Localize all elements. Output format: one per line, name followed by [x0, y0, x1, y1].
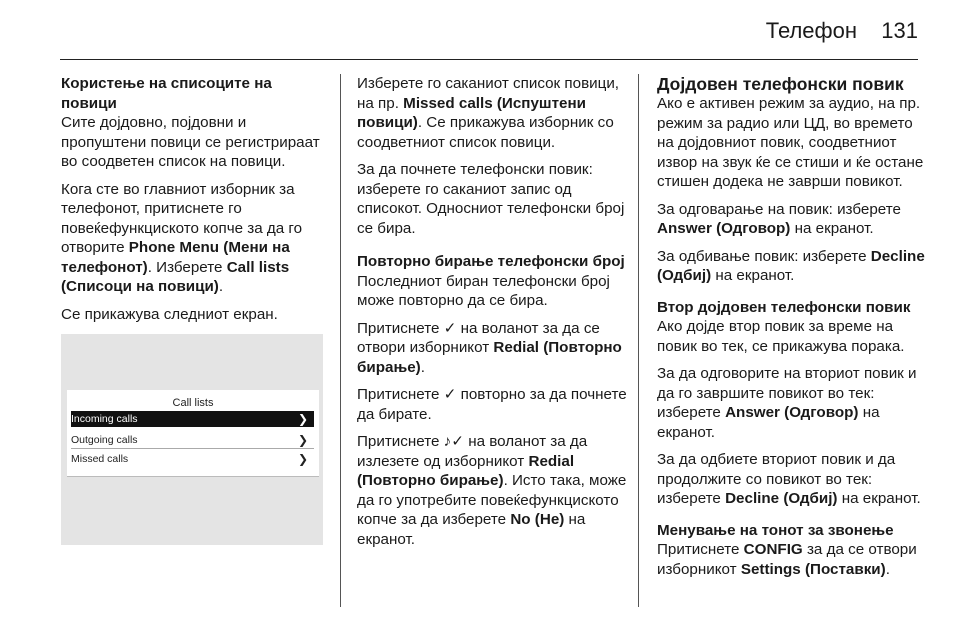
menu-term: Answer (Одговор): [725, 404, 859, 421]
text: . Исто така, може да го употребите повеќефункциското копче за да изберете: [357, 472, 627, 528]
text: За да одговорите на вториот повик и да го завршите повикот во тек: изберете: [657, 365, 917, 421]
paragraph: Последниот биран телефонски број може повторно да се бира.: [357, 272, 610, 309]
phone-icon: ✓: [443, 386, 457, 403]
paragraph: [657, 450, 927, 509]
list-item-outgoing-calls: [71, 432, 314, 449]
paragraph: [357, 74, 635, 152]
paragraph: [657, 364, 927, 442]
list-item-label: Incoming calls: [71, 413, 138, 425]
column-1: [61, 74, 329, 545]
menu-term: Call lists (Списоци на повици): [61, 258, 290, 295]
paragraph: Ако е активен режим за аудио, на пр. режим за радио или ЦД, во времето на дојдовниот повик, соодветниот извор на звук ќе се стиши и ќе остане стишен додека не заврши повикот.: [657, 95, 924, 190]
phone-icon: ✓: [443, 319, 457, 337]
paragraph: [657, 200, 927, 239]
text: .: [885, 560, 890, 578]
section-heading-incoming-call: Дојдовен телефонски повик: [657, 74, 904, 94]
paragraph: [61, 180, 329, 297]
column-2: [357, 74, 635, 557]
chevron-right-icon: ❯: [297, 412, 308, 426]
call-lists-screen: [67, 390, 319, 477]
chevron-right-icon: ❯: [297, 452, 308, 466]
chevron-right-icon: ❯: [297, 433, 308, 447]
paragraph: Ако дојде втор повик за време на повик во тек, се прикажува порака.: [657, 318, 905, 355]
paragraph: [357, 432, 635, 549]
paragraph: Сите дојдовно, појдовни и пропуштени повици се регистрираат во соодветен список на повици.: [61, 114, 320, 170]
text: За да одбиете вториот повик и да продолжите со повикот во тек: изберете: [657, 451, 896, 507]
text: на воланот за да излезете од изборникот: [357, 433, 588, 470]
page-number: 131: [881, 18, 918, 43]
text: за да се отвори изборникот: [657, 541, 917, 578]
menu-term: Decline (Одбиј): [725, 490, 838, 507]
text: на екранот.: [711, 267, 795, 284]
column-divider-1: [340, 74, 341, 607]
text: на екранот.: [657, 404, 880, 441]
section-heading-ringtone: Менување на тонот за звонење: [657, 521, 894, 539]
text: повторно за да почнете да бирате.: [357, 386, 627, 423]
text: Притиснете: [357, 386, 444, 403]
text: на екранот.: [837, 490, 921, 507]
paragraph: [357, 319, 635, 378]
text: За одбивање повик: изберете: [657, 247, 871, 265]
section-heading-second-call: Втор дојдовен телефонски повик: [657, 298, 911, 316]
menu-term: Redial (Повторно бирање): [357, 452, 575, 489]
text: Притиснете: [657, 541, 744, 558]
text: За одговарање на повик: изберете: [657, 200, 901, 218]
paragraph: [657, 247, 927, 286]
section-heading-redial: Повторно бирање телефонски број: [357, 253, 625, 270]
column-divider-2: [638, 74, 639, 607]
menu-term: Answer (Одговор): [657, 220, 791, 237]
menu-term: No (Не): [510, 511, 565, 528]
paragraph: [357, 385, 635, 424]
page-header-title: Телефон: [765, 18, 857, 43]
screen-title: Call lists: [172, 397, 214, 409]
text: на екранот.: [790, 220, 874, 237]
paragraph: Се прикажува следниот екран.: [61, 305, 278, 323]
text: .: [218, 278, 224, 295]
text: .: [420, 358, 425, 376]
section-heading-call-lists: Користење на списоците на повици: [61, 75, 272, 112]
mute-hangup-icon: ♪✓: [443, 433, 464, 450]
text: Кога сте во главниот изборник за телефонот, притиснете го повеќефункциското копче за да го отворите: [61, 180, 303, 256]
text: Изберете го саканиот список повици, на пр.: [357, 75, 620, 112]
text: на воланот за да се отвори изборникот: [357, 319, 600, 356]
menu-term: Redial (Повторно бирање): [357, 339, 622, 376]
menu-term: Decline (Одбиј): [657, 247, 925, 284]
text: . Изберете: [147, 258, 227, 276]
menu-term: Settings (Поставки): [740, 560, 886, 578]
button-term: CONFIG: [743, 541, 803, 558]
text: на екранот.: [357, 511, 586, 548]
column-3: [657, 74, 927, 587]
text: Притиснете: [357, 433, 444, 450]
call-lists-screen-illustration: [61, 334, 323, 545]
list-item-incoming-calls: [71, 411, 314, 427]
list-item-label: Outgoing calls: [71, 434, 138, 446]
list-item-label: Missed calls: [71, 453, 129, 465]
menu-term: Phone Menu (Мени на телефонот): [61, 239, 290, 276]
text: . Се прикажува изборник со соодветниот список повици.: [357, 114, 614, 151]
menu-term: Missed calls (Испуштени повици): [357, 94, 586, 131]
header-rule: [60, 59, 918, 60]
text: Притиснете: [357, 319, 444, 337]
paragraph: [657, 540, 927, 579]
paragraph: За да почнете телефонски повик: изберете го саканиот запис од списокот. Односниот телефонски број се бира.: [357, 161, 625, 237]
list-item-missed-calls: [71, 451, 314, 467]
